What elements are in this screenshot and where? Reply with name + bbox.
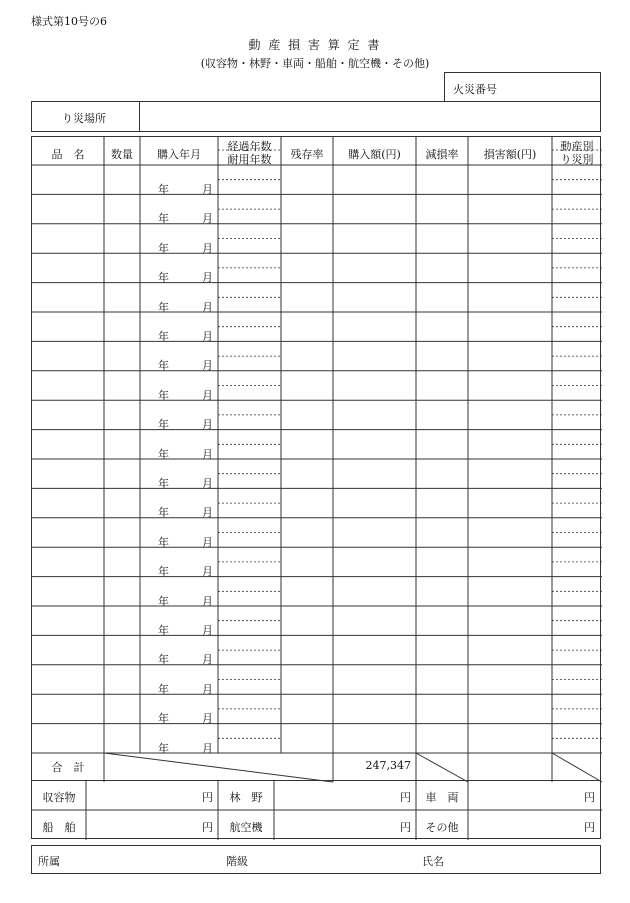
year-label: 年 (158, 183, 169, 196)
year-label: 年 (158, 653, 169, 667)
summary-yen-other: 円 (584, 821, 595, 834)
header-residual-rate: 残存率 (290, 148, 324, 161)
total-diagonal (416, 753, 468, 782)
rank-label: 階級 (226, 855, 248, 868)
summary-yen-ship: 円 (202, 821, 213, 834)
month-label: 月 (202, 653, 213, 667)
year-label: 年 (158, 241, 169, 255)
summary-yen-contents: 円 (202, 791, 213, 804)
year-label: 年 (158, 741, 169, 755)
total-diagonal (104, 753, 333, 782)
affiliation-label: 所属 (38, 855, 60, 868)
month-label: 月 (202, 241, 213, 255)
year-label: 年 (158, 477, 169, 490)
summary-label-other: その他 (425, 821, 459, 834)
year-label: 年 (158, 271, 169, 285)
month-label: 月 (202, 388, 213, 402)
year-label: 年 (158, 300, 169, 314)
damage-table (31, 136, 601, 781)
header-purchase-date: 購入年月 (157, 148, 201, 161)
month-label: 月 (202, 712, 213, 726)
month-label: 月 (202, 477, 213, 490)
header-category-top: 動産別 (560, 140, 594, 153)
summary-label-ship: 船 舶 (42, 821, 76, 834)
name-label: 氏名 (422, 855, 444, 868)
header-item: 品 名 (51, 148, 85, 161)
signature-row (31, 845, 601, 874)
header-purchase-amount: 購入額(円) (348, 148, 401, 161)
summary-label-contents: 収容物 (42, 791, 76, 804)
header-category-bottom: り災別 (560, 153, 594, 166)
header-qty: 数量 (111, 148, 133, 161)
month-label: 月 (202, 212, 213, 226)
month-label: 月 (202, 594, 213, 608)
year-label: 年 (158, 330, 169, 343)
month-label: 月 (202, 183, 213, 196)
year-label: 年 (158, 712, 169, 726)
month-label: 月 (202, 535, 213, 549)
total-purchase-amount: 247,347 (365, 759, 411, 772)
summary-yen-aircraft: 円 (400, 821, 411, 834)
month-label: 月 (202, 741, 213, 755)
header-damage-amount: 損害額(円) (483, 148, 537, 161)
year-label: 年 (158, 506, 169, 520)
total-diagonal (552, 753, 602, 782)
header-useful-life: 耐用年数 (227, 153, 272, 166)
month-label: 月 (202, 330, 213, 343)
form-number: 様式第10号の6 (31, 15, 107, 28)
month-label: 月 (202, 447, 213, 461)
summary-yen-vehicle: 円 (584, 791, 595, 804)
month-label: 月 (202, 300, 213, 314)
year-label: 年 (158, 594, 169, 608)
summary-label-aircraft: 航空機 (229, 821, 263, 834)
year-label: 年 (158, 624, 169, 637)
month-label: 月 (202, 271, 213, 285)
document-title: 動 産 損 害 算 定 書 (248, 38, 382, 52)
site-label: り災場所 (62, 112, 106, 125)
month-label: 月 (202, 682, 213, 696)
month-label: 月 (202, 565, 213, 579)
fire-number-box[interactable] (444, 72, 601, 102)
table-grid (32, 137, 602, 782)
year-label: 年 (158, 359, 169, 373)
year-label: 年 (158, 388, 169, 402)
fire-number-label: 火災番号 (453, 83, 497, 96)
month-label: 月 (202, 418, 213, 432)
month-label: 月 (202, 506, 213, 520)
site-row (31, 101, 601, 132)
summary-label-forest: 林 野 (229, 791, 263, 804)
year-label: 年 (158, 565, 169, 579)
summary-grid (32, 781, 602, 840)
year-label: 年 (158, 535, 169, 549)
summary-yen-forest: 円 (400, 791, 411, 804)
month-label: 月 (202, 624, 213, 637)
summary-table (31, 780, 601, 839)
header-depreciation-rate: 減損率 (425, 148, 459, 161)
year-label: 年 (158, 418, 169, 432)
month-label: 月 (202, 359, 213, 373)
year-label: 年 (158, 682, 169, 696)
year-label: 年 (158, 447, 169, 461)
total-label: 合 計 (51, 761, 85, 774)
header-elapsed-years: 経過年数 (227, 140, 272, 153)
year-label: 年 (158, 212, 169, 226)
summary-label-vehicle: 車 両 (425, 791, 459, 804)
document-subtitle: (収容物・林野・車両・船舶・航空機・その他) (200, 57, 430, 70)
